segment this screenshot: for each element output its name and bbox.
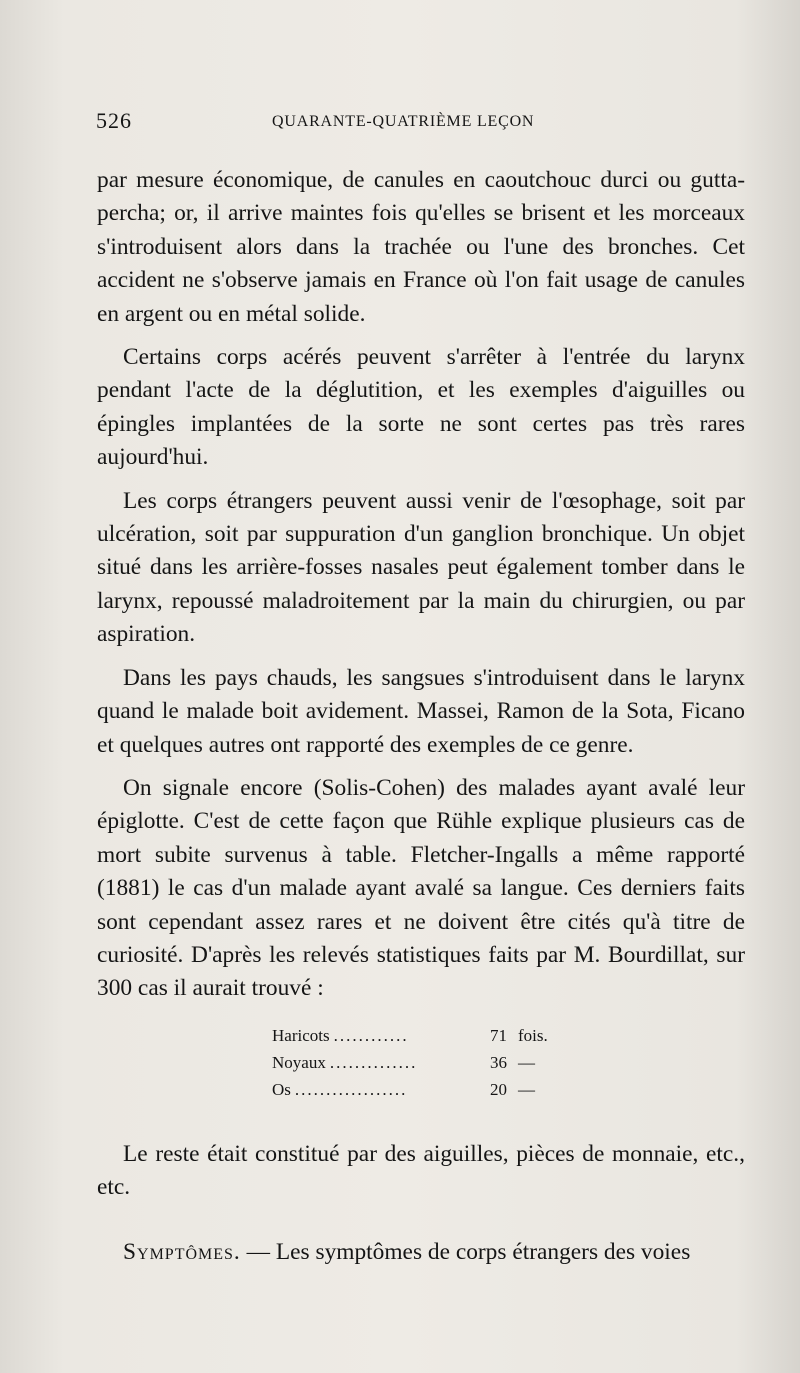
statistics-value: 36 xyxy=(490,1053,507,1072)
statistics-unit: fois. xyxy=(518,1026,548,1045)
statistics-label: Haricots xyxy=(272,1026,330,1045)
statistics-value: 71 xyxy=(490,1026,507,1045)
statistics-value: 20 xyxy=(490,1080,507,1099)
closing-text xyxy=(97,1138,745,1215)
leader-dots: .............. xyxy=(329,1053,418,1072)
statistics-row-haricots xyxy=(272,1026,572,1053)
statistics-row-os xyxy=(272,1080,572,1107)
statistics-table xyxy=(272,1026,572,1107)
statistics-unit: — xyxy=(518,1080,535,1099)
paragraph-3: Les corps étrangers peuvent aussi venir de l'œsophage, soit par ulcération, soit par suppuration d'un ganglion bronchique. Un objet situé dans les arrière-fosses nasales peut également tomber dans le larynx, repoussé maladroitement par la main du chirurgien, ou par aspiration. xyxy=(97,487,745,648)
page-number: 526 xyxy=(96,108,132,133)
paragraph-2: Certains corps acérés peuvent s'arrêter à l'entrée du larynx pendant l'acte de la déglutition, et les exemples d'aiguilles ou épingles implantées de la sorte ne sont certes pas très rares aujourd'hui. xyxy=(97,344,745,471)
body-text xyxy=(97,164,745,1016)
page-header xyxy=(96,108,746,138)
statistics-row-noyaux xyxy=(272,1053,572,1080)
leader-dots: .................. xyxy=(294,1080,408,1099)
paragraph-1: par mesure économique, de canules en caoutchouc durci ou gutta-percha; or, il arrive maintes fois qu'elles se brisent et les morceaux s'introduisent alors dans la trachée ou l'une des bronches. Cet accident ne s'observe jamais en France où l'on fait usage de canules en argent ou en métal solide. xyxy=(97,167,745,327)
section-text: — Les symptômes de corps étrangers des voies xyxy=(246,1239,691,1265)
statistics-unit: — xyxy=(518,1053,535,1072)
running-title: QUARANTE-QUATRIÈME LEÇON xyxy=(272,113,535,130)
closing-paragraph: Le reste était constitué par des aiguilles, pièces de monnaie, etc., etc. xyxy=(97,1141,745,1201)
statistics-label: Os xyxy=(272,1080,291,1099)
paragraph-5: On signale encore (Solis-Cohen) des malades ayant avalé leur épiglotte. C'est de cette façon que Rühle explique plusieurs cas de mort subite survenus à table. Fletcher-Ingalls a même rapporté (1881) le cas d'un malade ayant avalé sa langue. Ces derniers faits sont cependant assez rares et ne doivent être cités qu'à titre de curiosité. D'après les relevés statistiques faits par M. Bourdillat, sur 300 cas il aurait trouvé : xyxy=(97,774,745,1002)
leader-dots: ............ xyxy=(333,1026,409,1045)
statistics-label: Noyaux xyxy=(272,1053,326,1072)
section-heading: Symptômes. xyxy=(123,1239,241,1265)
section-start xyxy=(123,1236,745,1269)
paragraph-4: Dans les pays chauds, les sangsues s'introduisent dans le larynx quand le malade boit avidement. Massei, Ramon de la Sota, Ficano et quelques autres ont rapporté des exemples de ce genre. xyxy=(97,664,745,758)
